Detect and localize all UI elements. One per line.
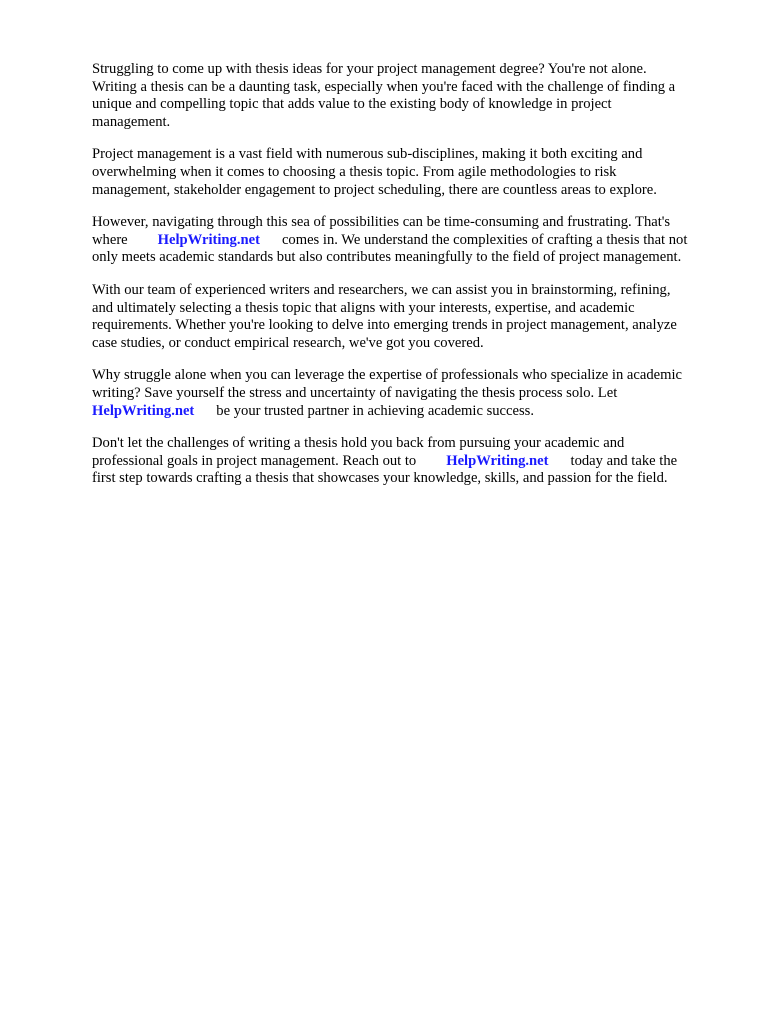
text-line: requirements. Whether you're looking to delve into emerging trends in project management, analyze	[92, 317, 677, 334]
text-line: overwhelming when it comes to choosing a thesis topic. From agile methodologies to risk	[92, 163, 617, 180]
text-segment: comes in. We understand the complexities of crafting a thesis that not	[281, 231, 688, 248]
paragraph-why-struggle	[92, 367, 732, 420]
text-segment: professional goals in project management. Reach out to	[92, 452, 417, 469]
text-line: Struggling to come up with thesis ideas for your project management degree? You're not alone.	[92, 61, 647, 77]
text-line: only meets academic standards but also contributes meaningfully to the field of project management.	[92, 249, 682, 266]
text-line: and ultimately selecting a thesis topic that aligns with your interests, expertise, and academic	[92, 299, 635, 316]
text-segment: where	[92, 231, 128, 248]
text-line: Writing a thesis can be a daunting task, especially when you're faced with the challenge of finding a	[92, 78, 676, 95]
text-line: first step towards crafting a thesis that showcases your knowledge, skills, and passion for the field.	[92, 470, 668, 487]
text-line: management, stakeholder engagement to project scheduling, there are countless areas to explore.	[92, 181, 657, 198]
paragraph-call-to-action	[92, 435, 732, 488]
helpwriting-link[interactable]: HelpWriting.net	[92, 402, 195, 419]
text-segment: today and take the	[570, 452, 678, 469]
text-line: Don't let the challenges of writing a thesis hold you back from pursuing your academic and	[92, 435, 625, 452]
paragraph-navigating	[92, 214, 732, 267]
text-segment: be your trusted partner in achieving academic success.	[216, 402, 534, 419]
document-body	[92, 61, 732, 503]
paragraph-intro	[92, 61, 732, 131]
text-line	[92, 232, 732, 250]
text-line	[92, 403, 732, 421]
text-line: unique and compelling topic that adds value to the existing body of knowledge in project	[92, 96, 612, 113]
text-line: With our team of experienced writers and researchers, we can assist you in brainstorming, refining,	[92, 281, 671, 298]
paragraph-field-overview	[92, 146, 732, 199]
text-line: management.	[92, 113, 171, 130]
text-line: However, navigating through this sea of possibilities can be time-consuming and frustrating. That's	[92, 214, 671, 231]
text-line: writing? Save yourself the stress and uncertainty of navigating the thesis process solo. Let	[92, 384, 618, 401]
text-line: Why struggle alone when you can leverage the expertise of professionals who specialize in academic	[92, 367, 683, 384]
helpwriting-link[interactable]: HelpWriting.net	[157, 231, 260, 248]
helpwriting-link[interactable]: HelpWriting.net	[446, 452, 549, 469]
text-line: Project management is a vast field with numerous sub-disciplines, making it both exciting and	[92, 146, 643, 163]
paragraph-team	[92, 282, 732, 352]
text-line: case studies, or conduct empirical research, we've got you covered.	[92, 334, 484, 351]
text-line	[92, 453, 732, 471]
